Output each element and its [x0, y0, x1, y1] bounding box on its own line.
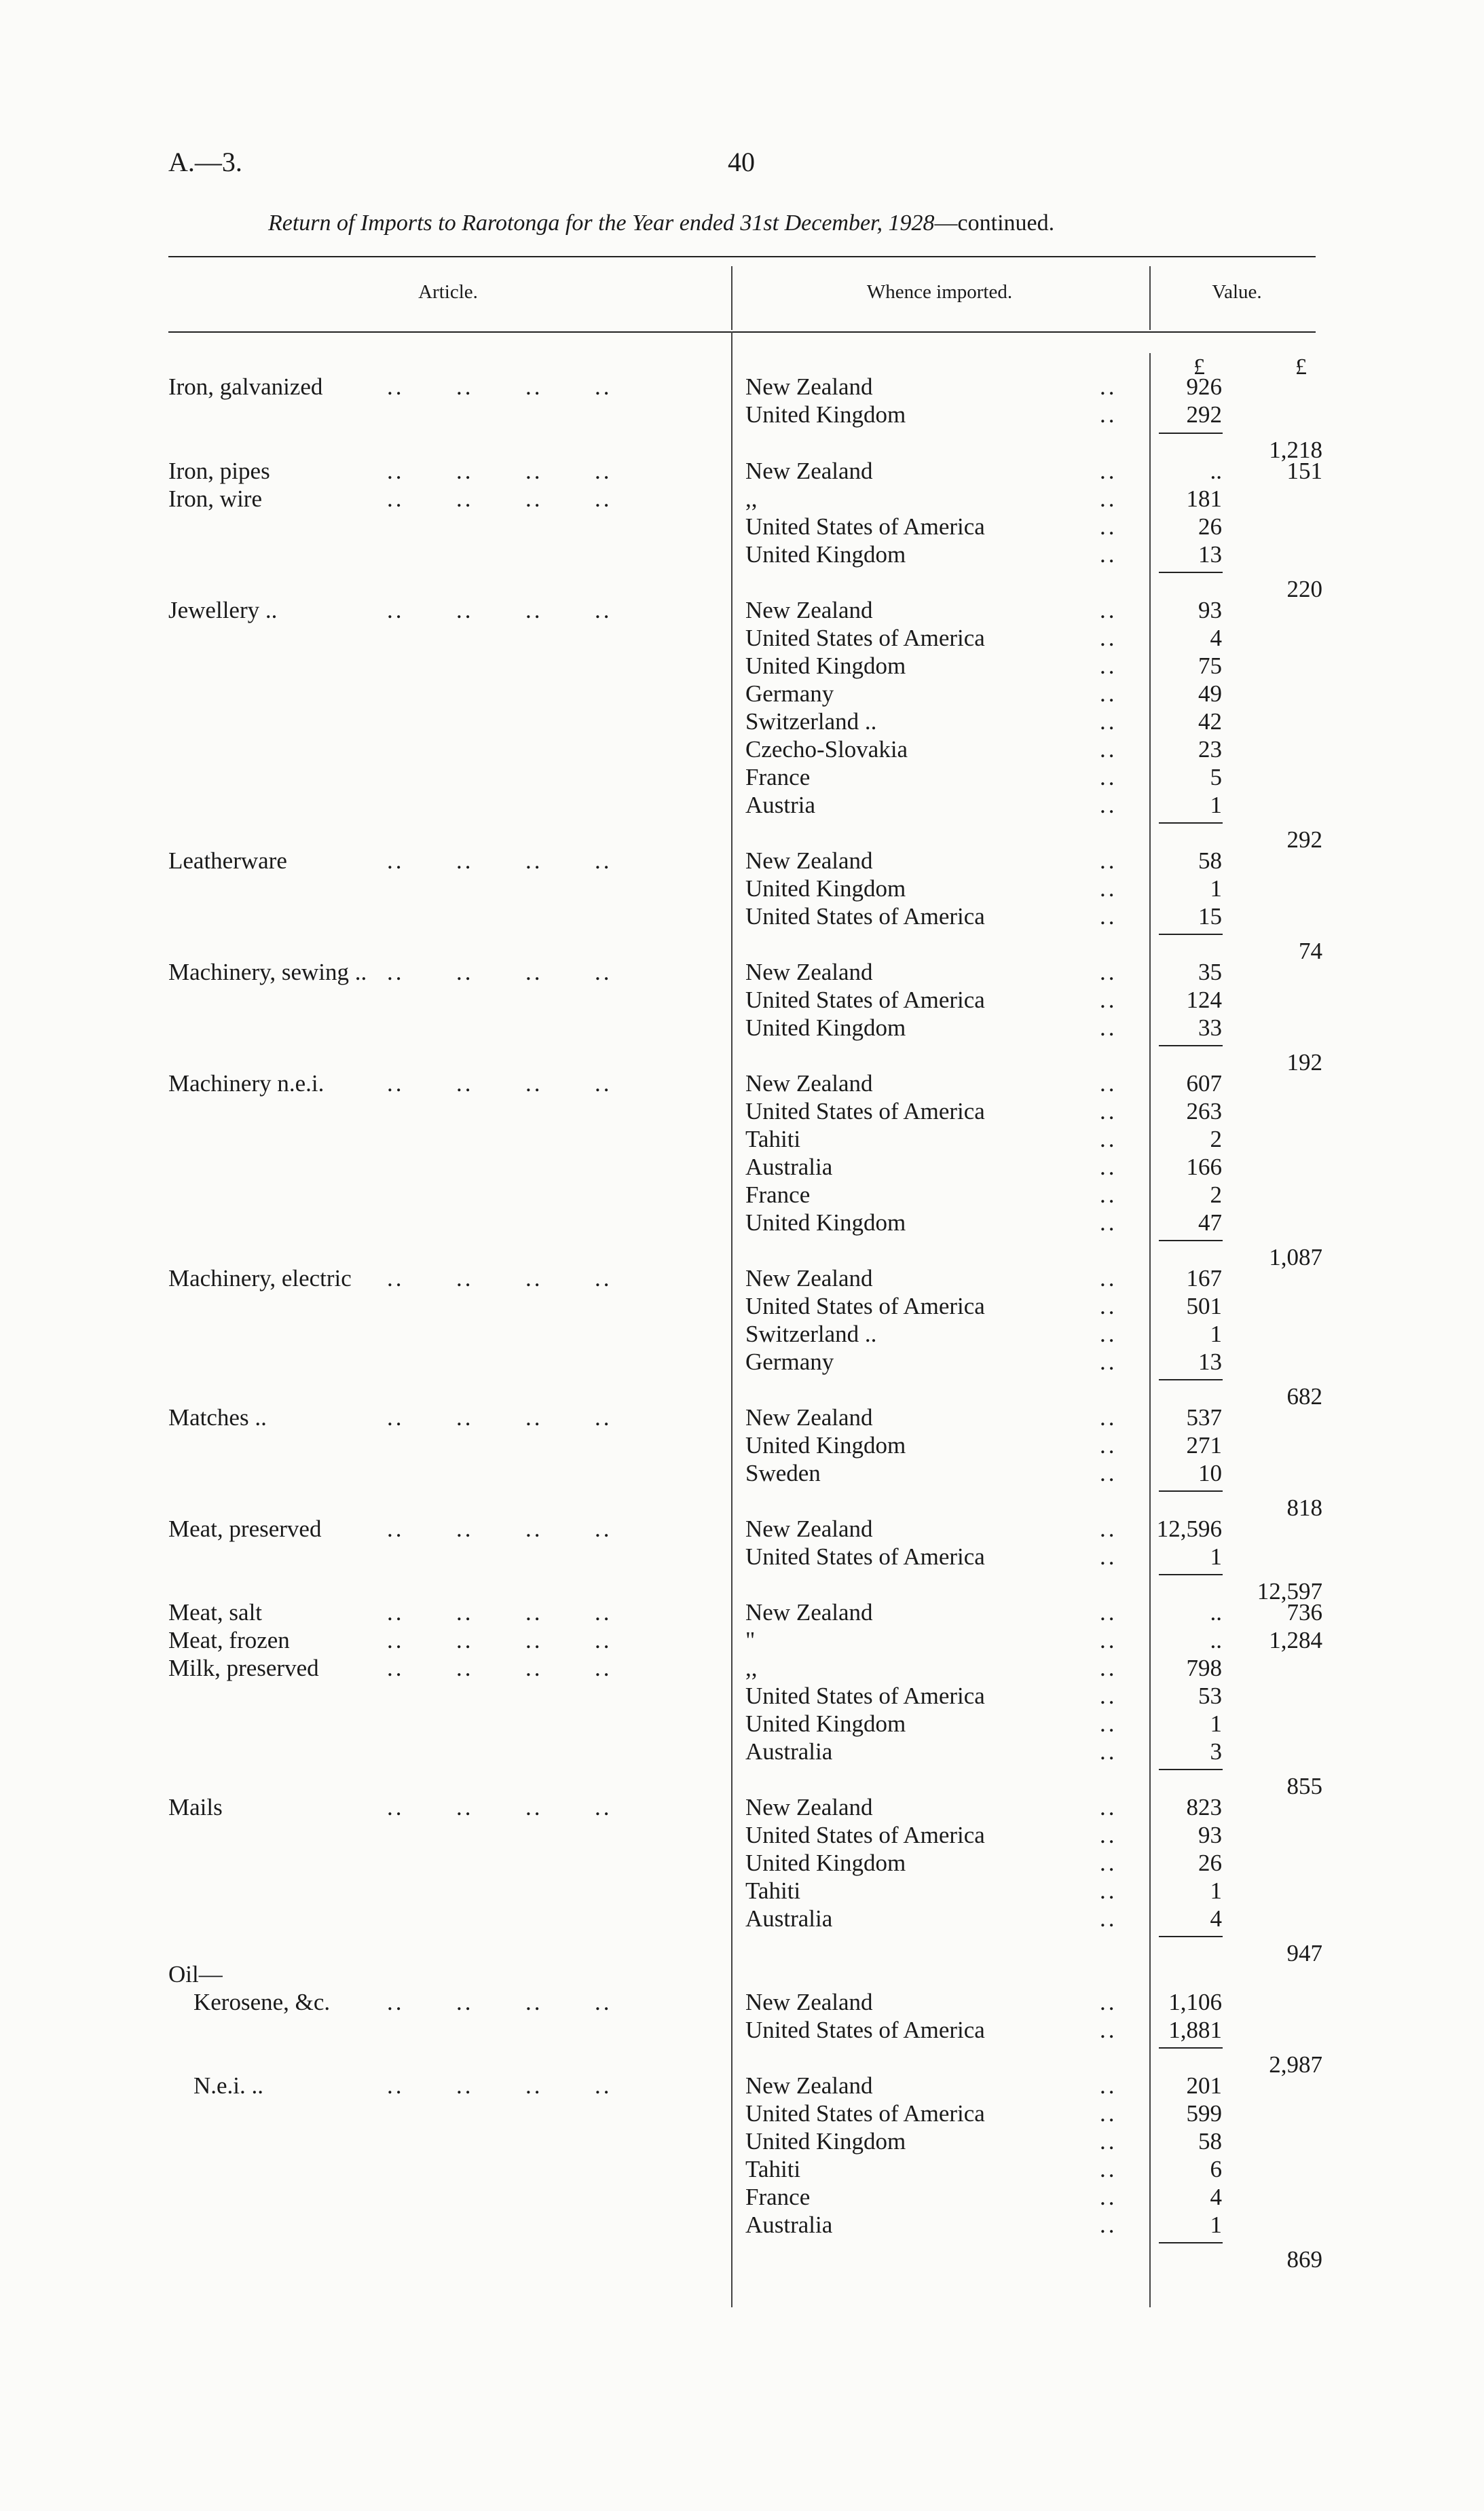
country-name: New Zealand — [745, 959, 873, 985]
leader-dots: .. — [1100, 373, 1117, 400]
country-name: Australia — [745, 1738, 833, 1765]
country-name: Tahiti — [745, 2156, 801, 2182]
value-total: 818 — [1286, 1495, 1322, 1521]
leader-dots: .. — [1100, 1349, 1117, 1375]
leader-dots: .. — [1100, 401, 1117, 428]
value-item: 4 — [1210, 2184, 1222, 2210]
country-name: New Zealand — [745, 1265, 873, 1291]
article-name: Meat, salt — [168, 1599, 263, 1626]
country-name: New Zealand — [745, 1794, 873, 1820]
leader-dots: .. — [1100, 987, 1117, 1013]
leader-dots: .. .. .. .. — [387, 1794, 612, 1820]
leader-dots: .. — [1100, 1265, 1117, 1291]
leader-dots: .. — [1100, 458, 1117, 484]
column-header-article: Article. — [418, 281, 478, 303]
article-name: Iron, wire — [168, 485, 263, 512]
country-name: Switzerland .. — [745, 708, 877, 735]
title-suffix: —continued. — [934, 210, 1055, 236]
value-item: 599 — [1186, 2100, 1222, 2127]
leader-dots: .. .. .. .. — [387, 1655, 612, 1681]
country-name: New Zealand — [745, 847, 873, 874]
value-item: 4 — [1210, 625, 1222, 651]
country-name: Germany — [745, 1349, 834, 1375]
subtotal-rule — [1159, 1574, 1223, 1575]
article-name: Meat, frozen — [168, 1627, 290, 1653]
leader-dots: .. — [1100, 2017, 1117, 2043]
leader-dots: .. — [1100, 1627, 1117, 1653]
country-name: New Zealand — [745, 1070, 873, 1097]
value-item: 58 — [1198, 2128, 1222, 2155]
article-name: Matches .. — [168, 1404, 267, 1431]
value-item: 35 — [1198, 959, 1222, 985]
value-item: 53 — [1198, 1683, 1222, 1709]
country-name: United States of America — [745, 1293, 985, 1319]
article-name: Milk, preserved — [168, 1655, 319, 1681]
country-name: New Zealand — [745, 1989, 873, 2015]
article-name: Machinery, electric — [168, 1265, 352, 1291]
leader-dots: .. .. .. .. — [387, 485, 612, 512]
leader-dots: .. .. .. .. — [387, 1404, 612, 1431]
leader-dots: .. — [1100, 1738, 1117, 1765]
value-item: 1 — [1210, 1710, 1222, 1737]
country-name: Tahiti — [745, 1126, 801, 1152]
country-name: United Kingdom — [745, 401, 906, 428]
leader-dots: .. — [1100, 1014, 1117, 1041]
value-item: .. — [1210, 1599, 1222, 1626]
value-item: 1 — [1210, 875, 1222, 902]
currency-symbol: £ — [1295, 354, 1307, 380]
country-name: France — [745, 2184, 811, 2210]
value-item: 12,596 — [1156, 1516, 1222, 1542]
leader-dots: .. — [1100, 1822, 1117, 1848]
value-total: 292 — [1286, 826, 1322, 853]
leader-dots: .. — [1100, 1877, 1117, 1904]
country-name: New Zealand — [745, 1599, 873, 1626]
country-name: United Kingdom — [745, 653, 906, 679]
value-item: 1 — [1210, 1543, 1222, 1570]
value-item: 607 — [1186, 1070, 1222, 1097]
value-item: 13 — [1198, 541, 1222, 568]
leader-dots: .. — [1100, 1181, 1117, 1208]
country-name: Sweden — [745, 1460, 821, 1486]
value-total: 220 — [1286, 576, 1322, 602]
leader-dots: .. .. .. .. — [387, 1516, 612, 1542]
value-item: 26 — [1198, 513, 1222, 540]
value-total: 151 — [1286, 458, 1322, 484]
leader-dots: .. — [1100, 1404, 1117, 1431]
country-name: United Kingdom — [745, 875, 906, 902]
leader-dots: .. .. .. .. — [387, 847, 612, 874]
country-name: United States of America — [745, 625, 985, 651]
country-name: United Kingdom — [745, 541, 906, 568]
country-name: United States of America — [745, 2100, 985, 2127]
value-item: 1 — [1210, 792, 1222, 818]
leader-dots: .. .. .. .. — [387, 373, 612, 400]
value-total: 12,597 — [1257, 1578, 1322, 1605]
article-name: Iron, pipes — [168, 458, 270, 484]
column-divider — [731, 331, 732, 2307]
column-divider — [1149, 266, 1151, 330]
country-name: New Zealand — [745, 1404, 873, 1431]
subtotal-rule — [1159, 934, 1223, 935]
table-title — [268, 210, 1054, 236]
leader-dots: .. — [1100, 2156, 1117, 2182]
subtotal-rule — [1159, 433, 1223, 434]
leader-dots: .. — [1100, 708, 1117, 735]
leader-dots: .. — [1100, 1460, 1117, 1486]
value-item: 5 — [1210, 764, 1222, 790]
leader-dots: .. — [1100, 1599, 1117, 1626]
value-item: 13 — [1198, 1349, 1222, 1375]
country-name: Czecho-Slovakia — [745, 736, 908, 763]
subtotal-rule — [1159, 1769, 1223, 1770]
value-total: 74 — [1299, 938, 1322, 964]
leader-dots: .. — [1100, 1098, 1117, 1124]
leader-dots: .. .. .. .. — [387, 458, 612, 484]
subtotal-rule — [1159, 1045, 1223, 1046]
country-name: Austria — [745, 792, 816, 818]
article-name: Meat, preserved — [168, 1516, 322, 1542]
subtotal-rule — [1159, 572, 1223, 573]
country-name: " — [745, 1627, 756, 1653]
value-item: 181 — [1186, 485, 1222, 512]
leader-dots: .. — [1100, 1655, 1117, 1681]
country-name: Australia — [745, 2212, 833, 2238]
value-item: 537 — [1186, 1404, 1222, 1431]
leader-dots: .. .. .. .. — [387, 1599, 612, 1626]
leader-dots: .. — [1100, 792, 1117, 818]
leader-dots: .. — [1100, 1154, 1117, 1180]
leader-dots: .. — [1100, 1543, 1117, 1570]
country-name: United States of America — [745, 1098, 985, 1124]
article-name: N.e.i. .. — [193, 2072, 264, 2099]
leader-dots: .. — [1100, 959, 1117, 985]
value-item: .. — [1210, 458, 1222, 484]
currency-symbol: £ — [1193, 354, 1205, 380]
leader-dots: .. — [1100, 736, 1117, 763]
country-name: United States of America — [745, 1683, 985, 1709]
value-total: 736 — [1286, 1599, 1322, 1626]
value-item: 23 — [1198, 736, 1222, 763]
top-rule — [168, 256, 1316, 257]
leader-dots: .. .. .. .. — [387, 597, 612, 623]
value-item: 1 — [1210, 1321, 1222, 1347]
value-item: 3 — [1210, 1738, 1222, 1765]
value-item: 263 — [1186, 1098, 1222, 1124]
value-item: 75 — [1198, 653, 1222, 679]
value-item: 49 — [1198, 680, 1222, 707]
country-name: New Zealand — [745, 597, 873, 623]
value-item: 271 — [1186, 1432, 1222, 1459]
value-item: 33 — [1198, 1014, 1222, 1041]
country-name: France — [745, 764, 811, 790]
value-item: 4 — [1210, 1905, 1222, 1932]
value-item: 124 — [1186, 987, 1222, 1013]
country-name: Germany — [745, 680, 834, 707]
value-item: 26 — [1198, 1850, 1222, 1876]
value-item: 2 — [1210, 1181, 1222, 1208]
article-name: Mails — [168, 1794, 223, 1820]
leader-dots: .. — [1100, 485, 1117, 512]
subtotal-rule — [1159, 1379, 1223, 1380]
value-total: 1,218 — [1269, 437, 1322, 463]
value-total: 192 — [1286, 1049, 1322, 1076]
leader-dots: .. — [1100, 625, 1117, 651]
header-rule — [168, 331, 1316, 333]
country-name: New Zealand — [745, 1516, 873, 1542]
article-name: Iron, galvanized — [168, 373, 323, 400]
country-name: United Kingdom — [745, 1014, 906, 1041]
leader-dots: .. .. .. .. — [387, 1265, 612, 1291]
value-item: 167 — [1186, 1265, 1222, 1291]
value-item: 1 — [1210, 1877, 1222, 1904]
country-name: United Kingdom — [745, 1209, 906, 1236]
leader-dots: .. .. .. .. — [387, 1627, 612, 1653]
leader-dots: .. — [1100, 1989, 1117, 2015]
subtotal-rule — [1159, 1240, 1223, 1241]
country-name: Switzerland .. — [745, 1321, 877, 1347]
value-total: 947 — [1286, 1940, 1322, 1966]
country-name: United States of America — [745, 903, 985, 930]
leader-dots: .. — [1100, 847, 1117, 874]
leader-dots: .. — [1100, 1321, 1117, 1347]
subtotal-rule — [1159, 822, 1223, 824]
subtotal-rule — [1159, 2047, 1223, 2049]
leader-dots: .. — [1100, 903, 1117, 930]
leader-dots: .. — [1100, 653, 1117, 679]
value-item: 6 — [1210, 2156, 1222, 2182]
country-name: United States of America — [745, 513, 985, 540]
country-name: France — [745, 1181, 811, 1208]
value-item: 823 — [1186, 1794, 1222, 1820]
document-reference: A.—3. — [168, 147, 242, 177]
value-item: 42 — [1198, 708, 1222, 735]
article-name: Kerosene, &c. — [193, 1989, 331, 2015]
column-header-whence: Whence imported. — [866, 281, 1013, 303]
article-name: Machinery, sewing .. — [168, 959, 367, 985]
country-name: United States of America — [745, 1822, 985, 1848]
article-name: Oil— — [168, 1961, 223, 1987]
country-name: Australia — [745, 1154, 833, 1180]
leader-dots: .. — [1100, 1850, 1117, 1876]
value-item: 292 — [1186, 401, 1222, 428]
value-item: .. — [1210, 1627, 1222, 1653]
value-total: 869 — [1286, 2246, 1322, 2273]
leader-dots: .. — [1100, 1794, 1117, 1820]
leader-dots: .. — [1100, 541, 1117, 568]
value-total: 1,087 — [1269, 1244, 1322, 1270]
column-divider — [731, 266, 732, 330]
leader-dots: .. — [1100, 1070, 1117, 1097]
value-total: 855 — [1286, 1773, 1322, 1799]
country-name: New Zealand — [745, 458, 873, 484]
value-item: 798 — [1186, 1655, 1222, 1681]
country-name: New Zealand — [745, 2072, 873, 2099]
value-item: 1,106 — [1168, 1989, 1222, 2015]
leader-dots: .. — [1100, 1710, 1117, 1737]
leader-dots: .. — [1100, 875, 1117, 902]
leader-dots: .. — [1100, 2184, 1117, 2210]
leader-dots: .. — [1100, 1432, 1117, 1459]
country-name: United Kingdom — [745, 1432, 906, 1459]
value-item: 10 — [1198, 1460, 1222, 1486]
country-name: ,, — [745, 1655, 758, 1681]
leader-dots: .. — [1100, 1683, 1117, 1709]
leader-dots: .. — [1100, 1209, 1117, 1236]
value-item: 93 — [1198, 597, 1222, 623]
value-item: 47 — [1198, 1209, 1222, 1236]
leader-dots: .. — [1100, 1293, 1117, 1319]
subtotal-rule — [1159, 2242, 1223, 2243]
country-name: United Kingdom — [745, 1710, 906, 1737]
value-total: 682 — [1286, 1383, 1322, 1410]
value-item: 501 — [1186, 1293, 1222, 1319]
leader-dots: .. — [1100, 2128, 1117, 2155]
value-item: 201 — [1186, 2072, 1222, 2099]
leader-dots: .. — [1100, 513, 1117, 540]
country-name: ,, — [745, 485, 758, 512]
leader-dots: .. — [1100, 2100, 1117, 2127]
country-name: United Kingdom — [745, 1850, 906, 1876]
country-name: United States of America — [745, 2017, 985, 2043]
leader-dots: .. .. .. .. — [387, 2072, 612, 2099]
leader-dots: .. .. .. .. — [387, 1070, 612, 1097]
leader-dots: .. .. .. .. — [387, 1989, 612, 2015]
leader-dots: .. — [1100, 1516, 1117, 1542]
country-name: Australia — [745, 1905, 833, 1932]
leader-dots: .. .. .. .. — [387, 959, 612, 985]
article-name: Jewellery .. — [168, 597, 278, 623]
country-name: United States of America — [745, 987, 985, 1013]
value-total: 2,987 — [1269, 2051, 1322, 2078]
column-header-value: Value. — [1212, 281, 1262, 303]
value-item: 166 — [1186, 1154, 1222, 1180]
leader-dots: .. — [1100, 680, 1117, 707]
value-item: 926 — [1186, 373, 1222, 400]
subtotal-rule — [1159, 1490, 1223, 1492]
article-name: Leatherware — [168, 847, 287, 874]
leader-dots: .. — [1100, 597, 1117, 623]
value-item: 93 — [1198, 1822, 1222, 1848]
country-name: United States of America — [745, 1543, 985, 1570]
leader-dots: .. — [1100, 1905, 1117, 1932]
country-name: Tahiti — [745, 1877, 801, 1904]
leader-dots: .. — [1100, 764, 1117, 790]
subtotal-rule — [1159, 1936, 1223, 1937]
value-total: 1,284 — [1269, 1627, 1322, 1653]
leader-dots: .. — [1100, 2212, 1117, 2238]
country-name: New Zealand — [745, 373, 873, 400]
page-number: 40 — [728, 147, 755, 177]
leader-dots: .. — [1100, 1126, 1117, 1152]
value-item: 58 — [1198, 847, 1222, 874]
value-item: 1,881 — [1168, 2017, 1222, 2043]
title-italic: Return of Imports to Rarotonga for the Year ended 31st December, 1928 — [268, 210, 935, 236]
value-item: 2 — [1210, 1126, 1222, 1152]
country-name: United Kingdom — [745, 2128, 906, 2155]
leader-dots: .. — [1100, 2072, 1117, 2099]
value-item: 15 — [1198, 903, 1222, 930]
value-item: 1 — [1210, 2212, 1222, 2238]
article-name: Machinery n.e.i. — [168, 1070, 324, 1097]
